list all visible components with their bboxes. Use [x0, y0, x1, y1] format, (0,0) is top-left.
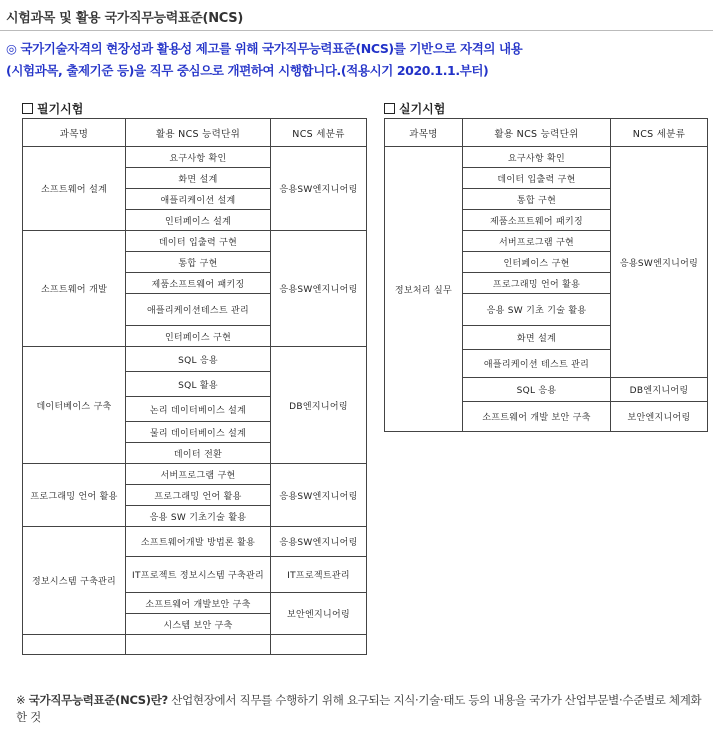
ncs-unit-cell: 데이터 입출력 구현	[463, 168, 611, 189]
ncs-unit-cell: 인터페이스 구현	[126, 326, 271, 347]
practical-exam-title-text: 실기시험	[399, 102, 446, 116]
col-header-subject: 과목명	[385, 119, 463, 147]
ncs-class-cell: 보안엔지니어링	[611, 402, 708, 432]
ncs-class-cell: 응용SW엔지니어링	[271, 527, 367, 557]
ncs-class-cell: IT프로젝트관리	[271, 557, 367, 593]
reference-mark-icon: ※	[16, 693, 26, 707]
ncs-unit-cell: SQL 응용	[463, 378, 611, 402]
written-exam-title	[22, 100, 83, 117]
subject-cell: 정보처리 실무	[385, 147, 463, 432]
col-header-ncs-unit: 활용 NCS 능력단위	[463, 119, 611, 147]
ncs-class-cell: DB엔지니어링	[271, 347, 367, 464]
ncs-unit-cell: 요구사항 확인	[126, 147, 271, 168]
col-header-ncs-class: NCS 세분류	[271, 119, 367, 147]
subject-cell: 데이터베이스 구축	[23, 347, 126, 464]
ncs-unit-cell: 응용 SW 기초기술 활용	[126, 506, 271, 527]
ncs-unit-cell: 제품소프트웨어 패키징	[126, 273, 271, 294]
ncs-unit-cell: 서버프로그램 구현	[126, 464, 271, 485]
ncs-unit-cell: 응용 SW 기초 기술 활용	[463, 294, 611, 326]
ncs-unit-cell: 데이터 입출력 구현	[126, 231, 271, 252]
col-header-ncs-class: NCS 세분류	[611, 119, 708, 147]
footnote-text: 산업현장에서 직무를 수행하기 위해 요구되는 지식·기술·태도 등의 내용을 국가가 산업부문별·수준별로 체계화한 것	[16, 693, 702, 724]
subject-cell: 프로그래밍 언어 활용	[23, 464, 126, 527]
footnote	[16, 692, 708, 726]
ncs-unit-cell: 애플리케이션 테스트 관리	[463, 350, 611, 378]
footnote-term: 국가직무능력표준(NCS)란?	[28, 693, 168, 707]
ncs-class-cell: 응용SW엔지니어링	[271, 147, 367, 231]
subject-cell: 정보시스템 구축관리	[23, 527, 126, 635]
square-bullet-icon	[22, 103, 33, 114]
col-header-ncs-unit: 활용 NCS 능력단위	[126, 119, 271, 147]
spacer-cell	[126, 635, 271, 655]
notice-text	[6, 38, 706, 82]
ncs-unit-cell: 프로그래밍 언어 활용	[463, 273, 611, 294]
ncs-unit-cell: 애플리케이션테스트 관리	[126, 294, 271, 326]
practical-exam-table	[384, 118, 708, 432]
notice-line-1: ◎ 국가기술자격의 현장성과 활용성 제고를 위해 국가직무능력표준(NCS)를 기반으로 자격의 내용	[6, 41, 523, 56]
spacer-cell	[23, 635, 126, 655]
ncs-unit-cell: 제품소프트웨어 패키징	[463, 210, 611, 231]
practical-exam-title	[384, 100, 445, 117]
subject-cell: 소프트웨어 개발	[23, 231, 126, 347]
spacer-cell	[271, 635, 367, 655]
written-exam-title-text: 필기시험	[37, 102, 84, 116]
ncs-unit-cell: 소프트웨어 개발 보안 구축	[463, 402, 611, 432]
ncs-unit-cell: 통합 구현	[463, 189, 611, 210]
ncs-unit-cell: 서버프로그램 구현	[463, 231, 611, 252]
ncs-unit-cell: 소프트웨어 개발보안 구축	[126, 593, 271, 614]
page-header	[0, 0, 713, 31]
ncs-class-cell: DB엔지니어링	[611, 378, 708, 402]
ncs-class-cell: 응용SW엔지니어링	[271, 231, 367, 347]
square-bullet-icon	[384, 103, 395, 114]
ncs-unit-cell: 화면 설계	[126, 168, 271, 189]
ncs-class-cell: 보안엔지니어링	[271, 593, 367, 635]
written-exam-table	[22, 118, 367, 655]
ncs-unit-cell: 인터페이스 구현	[463, 252, 611, 273]
ncs-unit-cell: 시스템 보안 구축	[126, 614, 271, 635]
ncs-class-cell: 응용SW엔지니어링	[271, 464, 367, 527]
subject-cell: 소프트웨어 설계	[23, 147, 126, 231]
ncs-unit-cell: 요구사항 확인	[463, 147, 611, 168]
ncs-unit-cell: 인터페이스 설계	[126, 210, 271, 231]
ncs-class-cell: 응용SW엔지니어링	[611, 147, 708, 378]
ncs-unit-cell: 논리 데이터베이스 설계	[126, 397, 271, 422]
ncs-unit-cell: SQL 응용	[126, 347, 271, 372]
ncs-unit-cell: 데이터 전환	[126, 443, 271, 464]
notice-line-2: (시험과목, 출제기준 등)을 직무 중심으로 개편하여 시행합니다.(적용시기 2020.1.1.부터)	[6, 63, 489, 78]
col-header-subject: 과목명	[23, 119, 126, 147]
ncs-unit-cell: 애플리케이션 설계	[126, 189, 271, 210]
page-title: 시험과목 및 활용 국가직무능력표준(NCS)	[6, 11, 243, 26]
ncs-unit-cell: 통합 구현	[126, 252, 271, 273]
ncs-unit-cell: 소프트웨어개발 방법론 활용	[126, 527, 271, 557]
ncs-unit-cell: 프로그래밍 언어 활용	[126, 485, 271, 506]
ncs-unit-cell: IT프로젝트 정보시스템 구축관리	[126, 557, 271, 593]
ncs-unit-cell: SQL 활용	[126, 372, 271, 397]
ncs-unit-cell: 화면 설계	[463, 326, 611, 350]
ncs-unit-cell: 물리 데이터베이스 설계	[126, 422, 271, 443]
